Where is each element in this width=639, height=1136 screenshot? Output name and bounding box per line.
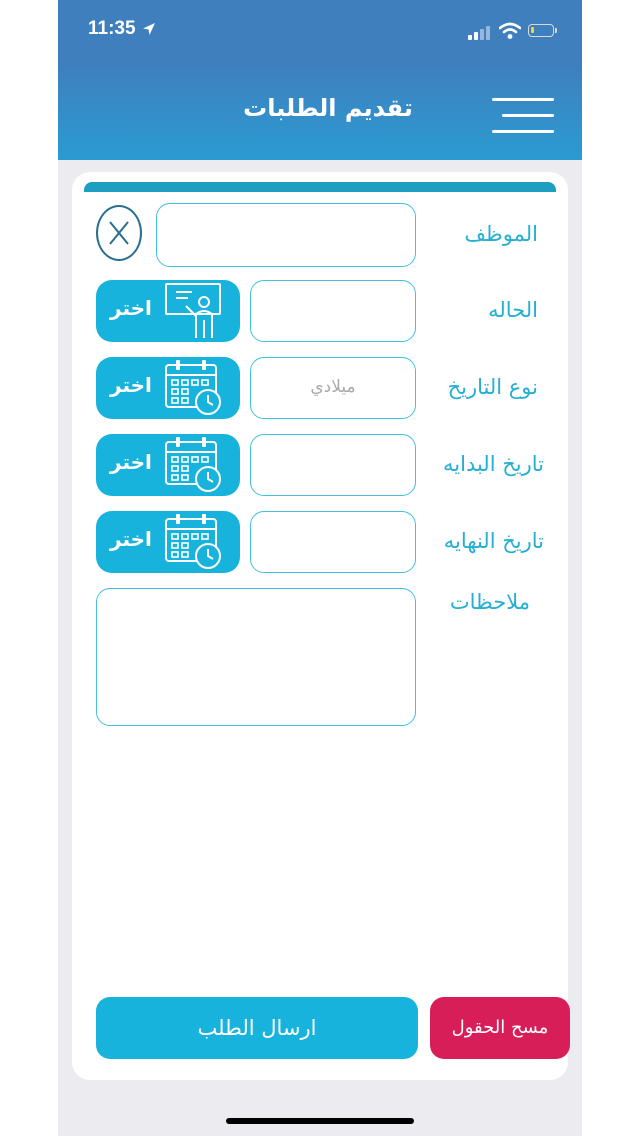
status-bar	[58, 0, 582, 62]
close-icon[interactable]	[96, 205, 142, 261]
clear-fields-button[interactable]: مسح الحقول	[430, 997, 570, 1059]
notes-label: ملاحظات	[449, 590, 530, 614]
home-indicator	[226, 1118, 414, 1124]
hamburger-menu-icon[interactable]	[492, 98, 554, 134]
calendar-clock-icon	[162, 434, 226, 496]
start-date-label: تاريخ البدايه	[443, 452, 544, 476]
location-arrow-icon	[142, 22, 156, 36]
end-date-field[interactable]	[250, 511, 416, 573]
card-accent-bar	[84, 182, 556, 192]
employee-label: الموظف	[464, 222, 538, 246]
start-date-field[interactable]	[250, 434, 416, 496]
battery-icon	[528, 24, 554, 37]
send-request-button[interactable]: ارسال الطلب	[96, 997, 418, 1059]
choose-label: اختر	[110, 450, 152, 474]
notes-textarea[interactable]	[96, 588, 416, 726]
request-form-card	[72, 172, 568, 1080]
employee-field[interactable]	[156, 203, 416, 267]
cellular-signal-icon	[468, 24, 492, 40]
choose-label: اختر	[110, 373, 152, 397]
status-time: 11:35	[88, 18, 136, 39]
date-type-label: نوع التاريخ	[447, 375, 538, 399]
end-date-choose-button[interactable]	[96, 511, 240, 573]
app-screen	[58, 0, 582, 1136]
presentation-board-icon	[162, 280, 226, 342]
date-type-field[interactable]: ميلادي	[250, 357, 416, 419]
start-date-choose-button[interactable]	[96, 434, 240, 496]
date-type-choose-button[interactable]	[96, 357, 240, 419]
app-header	[58, 62, 582, 160]
calendar-clock-icon	[162, 511, 226, 573]
choose-label: اختر	[110, 527, 152, 551]
wifi-icon	[499, 22, 521, 40]
calendar-clock-icon	[162, 357, 226, 419]
status-field[interactable]	[250, 280, 416, 342]
status-choose-button[interactable]	[96, 280, 240, 342]
status-label: الحاله	[488, 298, 538, 322]
choose-label: اختر	[110, 296, 152, 320]
battery-cap	[555, 28, 557, 33]
page-title: تقديم الطلبات	[243, 94, 413, 122]
end-date-label: تاريخ النهايه	[443, 529, 544, 553]
